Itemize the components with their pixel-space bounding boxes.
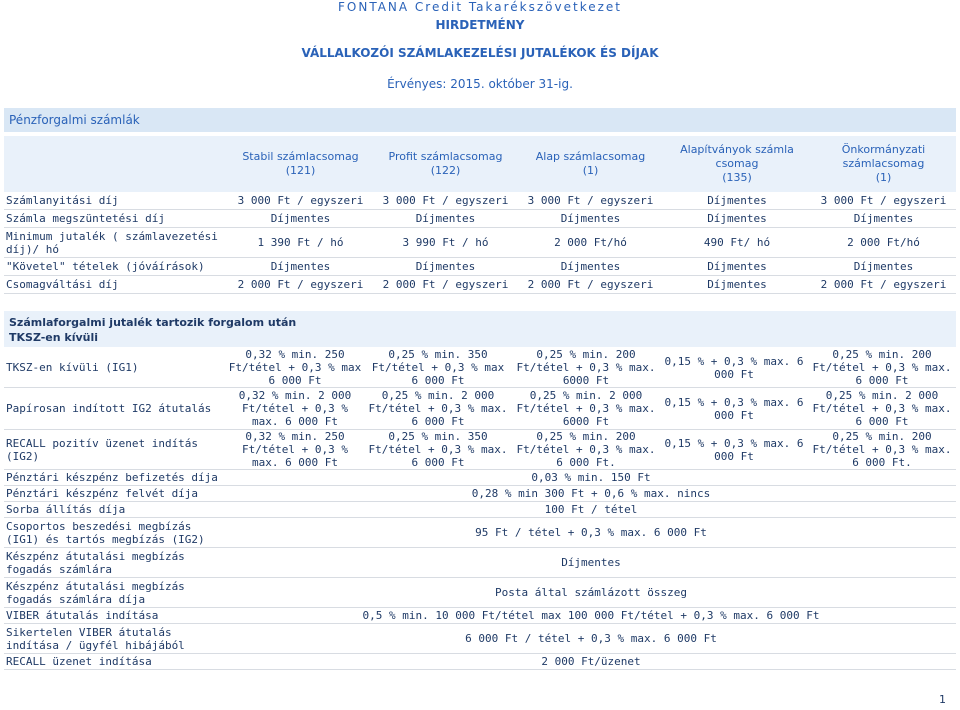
table-row	[4, 470, 956, 486]
table-cell: 0,25 % min. 200 Ft/tétel + 0,3 % max. 6 000 Ft.	[808, 430, 956, 470]
table-row	[4, 430, 956, 470]
institution-name: FONTANA Credit Takarékszövetkezet	[338, 0, 622, 14]
table-row	[4, 276, 956, 294]
table-row	[4, 258, 956, 276]
table-cell: 0,32 % min. 250 Ft/tétel + 0,3 % max. 6 000 Ft	[226, 430, 364, 470]
table-row	[4, 578, 956, 608]
column-header-name: Stabil számlacsomag	[242, 150, 359, 163]
table-row	[4, 192, 956, 210]
row-label: Számlanyitási díj	[4, 192, 228, 210]
column-header-code: (1)	[875, 171, 892, 184]
row-label: Számla megszüntetési díj	[4, 210, 228, 228]
table-cell: Díjmentes	[228, 210, 373, 228]
table-cell: 0,5 % min. 10 000 Ft/tétel max 100 000 Ft/tétel + 0,3 % max. 6 000 Ft	[226, 608, 956, 624]
table-cell: 0,25 % min. 2 000 Ft/tétel + 0,3 % max. 6 000 Ft	[808, 388, 956, 430]
table-row	[4, 210, 956, 228]
table-cell: 2 000 Ft / egyszeri	[373, 276, 518, 294]
row-label: VIBER átutalás indítása	[4, 608, 226, 624]
column-header-code: (1)	[582, 164, 599, 177]
section-heading-turnover	[4, 311, 956, 347]
table-cell: Díjmentes	[663, 258, 811, 276]
table-cell: 2 000 Ft / egyszeri	[228, 276, 373, 294]
table-cell: 0,15 % + 0,3 % max. 6 000 Ft	[660, 430, 808, 470]
table-cell: 0,15 % + 0,3 % max. 6 000 Ft	[660, 348, 808, 388]
table-row	[4, 502, 956, 518]
row-label: Minimum jutalék ( számlavezetési díj)/ hó	[4, 228, 228, 258]
table-cell: 95 Ft / tétel + 0,3 % max. 6 000 Ft	[226, 518, 956, 548]
table-cell: 0,32 % min. 250 Ft/tétel + 0,3 % max 6 000 Ft	[226, 348, 364, 388]
table-cell: 0,32 % min. 2 000 Ft/tétel + 0,3 % max. 6 000 Ft	[226, 388, 364, 430]
section-title: Számlaforgalmi jutalék tartozik forgalom után	[9, 316, 297, 329]
row-label: Készpénz átutalási megbízás fogadás számlára	[4, 548, 226, 578]
table-cell: 0,25 % min. 350 Ft/tétel + 0,3 % max 6 000 Ft	[364, 348, 512, 388]
table-cell: Posta által számlázott összeg	[226, 578, 956, 608]
document-subtitle: VÁLLALKOZÓI SZÁMLAKEZELÉSI JUTALÉKOK ÉS DÍJAK	[301, 46, 659, 60]
section-subtitle: TKSZ-en kívüli	[9, 331, 99, 344]
table-cell: 2 000 Ft/hó	[811, 228, 956, 258]
table-cell: 0,25 % min. 200 Ft/tétel + 0,3 % max. 6 000 Ft.	[512, 430, 660, 470]
row-label: RECALL pozitív üzenet indítás (IG2)	[4, 430, 226, 470]
table-cell: 0,25 % min. 2 000 Ft/tétel + 0,3 % max. 6000 Ft	[512, 388, 660, 430]
table-row	[4, 388, 956, 430]
table-cell: 1 390 Ft / hó	[228, 228, 373, 258]
table-cell: 2 000 Ft / egyszeri	[811, 276, 956, 294]
row-label: Sikertelen VIBER átutalás indítása / ügyfél hibájából	[4, 624, 226, 654]
table-row	[4, 608, 956, 624]
row-label: Készpénz átutalási megbízás fogadás számlára díja	[4, 578, 226, 608]
table-cell: 0,28 % min 300 Ft + 0,6 % max. nincs	[226, 486, 956, 502]
row-label: Pénztári készpénz befizetés díja	[4, 470, 226, 486]
column-header-name: Önkormányzati számlacsomag	[841, 143, 926, 170]
column-header	[811, 136, 956, 192]
table-cell: Díjmentes	[228, 258, 373, 276]
table-cell: 3 000 Ft / egyszeri	[373, 192, 518, 210]
section-heading-accounts: Pénzforgalmi számlák	[4, 108, 956, 132]
table-cell: Díjmentes	[663, 210, 811, 228]
table-cell: 0,25 % min. 200 Ft/tétel + 0,3 % max. 6 000 Ft	[808, 348, 956, 388]
table-row	[4, 654, 956, 670]
row-label: Papírosan indított IG2 átutalás	[4, 388, 226, 430]
table-cell: 2 000 Ft/üzenet	[226, 654, 956, 670]
table-cell: 2 000 Ft / egyszeri	[518, 276, 663, 294]
table-cell: 6 000 Ft / tétel + 0,3 % max. 6 000 Ft	[226, 624, 956, 654]
table-cell: Díjmentes	[226, 548, 956, 578]
table-cell: Díjmentes	[373, 258, 518, 276]
table-cell: 100 Ft / tétel	[226, 502, 956, 518]
table-cell: 490 Ft/ hó	[663, 228, 811, 258]
column-header-name: Profit számlacsomag	[388, 150, 503, 163]
header-blank-cell	[4, 136, 228, 192]
table-cell: Díjmentes	[811, 210, 956, 228]
row-label: "Követel" tételek (jóváírások)	[4, 258, 228, 276]
validity-date: Érvényes: 2015. október 31-ig.	[387, 77, 573, 91]
table-cell: 3 990 Ft / hó	[373, 228, 518, 258]
table-cell: Díjmentes	[518, 210, 663, 228]
table-cell: Díjmentes	[373, 210, 518, 228]
table-cell: 3 000 Ft / egyszeri	[518, 192, 663, 210]
column-header-code: (135)	[722, 171, 752, 184]
document-title: HIRDETMÉNY	[435, 18, 525, 32]
table-cell: 0,25 % min. 200 Ft/tétel + 0,3 % max. 6000 Ft	[512, 348, 660, 388]
table-cell: 0,15 % + 0,3 % max. 6 000 Ft	[660, 388, 808, 430]
column-header	[663, 136, 811, 192]
table-cell: 0,25 % min. 350 Ft/tétel + 0,3 % max. 6 000 Ft	[364, 430, 512, 470]
table-cell: Díjmentes	[811, 258, 956, 276]
row-label: Sorba állítás díja	[4, 502, 226, 518]
column-header-code: (121)	[285, 164, 316, 177]
column-header-name: Alapítványok számla csomag	[680, 143, 794, 170]
table-cell: 3 000 Ft / egyszeri	[228, 192, 373, 210]
table-cell: Díjmentes	[663, 192, 811, 210]
table-cell: 2 000 Ft/hó	[518, 228, 663, 258]
table-cell: Díjmentes	[663, 276, 811, 294]
row-label: Pénztári készpénz felvét díja	[4, 486, 226, 502]
table-row	[4, 348, 956, 388]
row-label: Csoportos beszedési megbízás (IG1) és tartós megbízás (IG2)	[4, 518, 226, 548]
column-header-code: (122)	[430, 164, 461, 177]
row-label: RECALL üzenet indítása	[4, 654, 226, 670]
table-row	[4, 518, 956, 548]
table-cell: 3 000 Ft / egyszeri	[811, 192, 956, 210]
table-row	[4, 548, 956, 578]
account-package-table	[4, 136, 956, 294]
row-label: TKSZ-en kívüli (IG1)	[4, 348, 226, 388]
column-header	[518, 136, 663, 192]
table-row	[4, 228, 956, 258]
table-row	[4, 624, 956, 654]
turnover-fee-table	[4, 348, 956, 670]
column-header-name: Alap számlacsomag	[535, 150, 646, 163]
column-header	[228, 136, 373, 192]
table-cell: 0,03 % min. 150 Ft	[226, 470, 956, 486]
row-label: Csomagváltási díj	[4, 276, 228, 294]
page-number: 1	[939, 693, 946, 706]
column-header	[373, 136, 518, 192]
table-cell: 0,25 % min. 2 000 Ft/tétel + 0,3 % max. 6 000 Ft	[364, 388, 512, 430]
table-cell: Díjmentes	[518, 258, 663, 276]
table-row	[4, 486, 956, 502]
